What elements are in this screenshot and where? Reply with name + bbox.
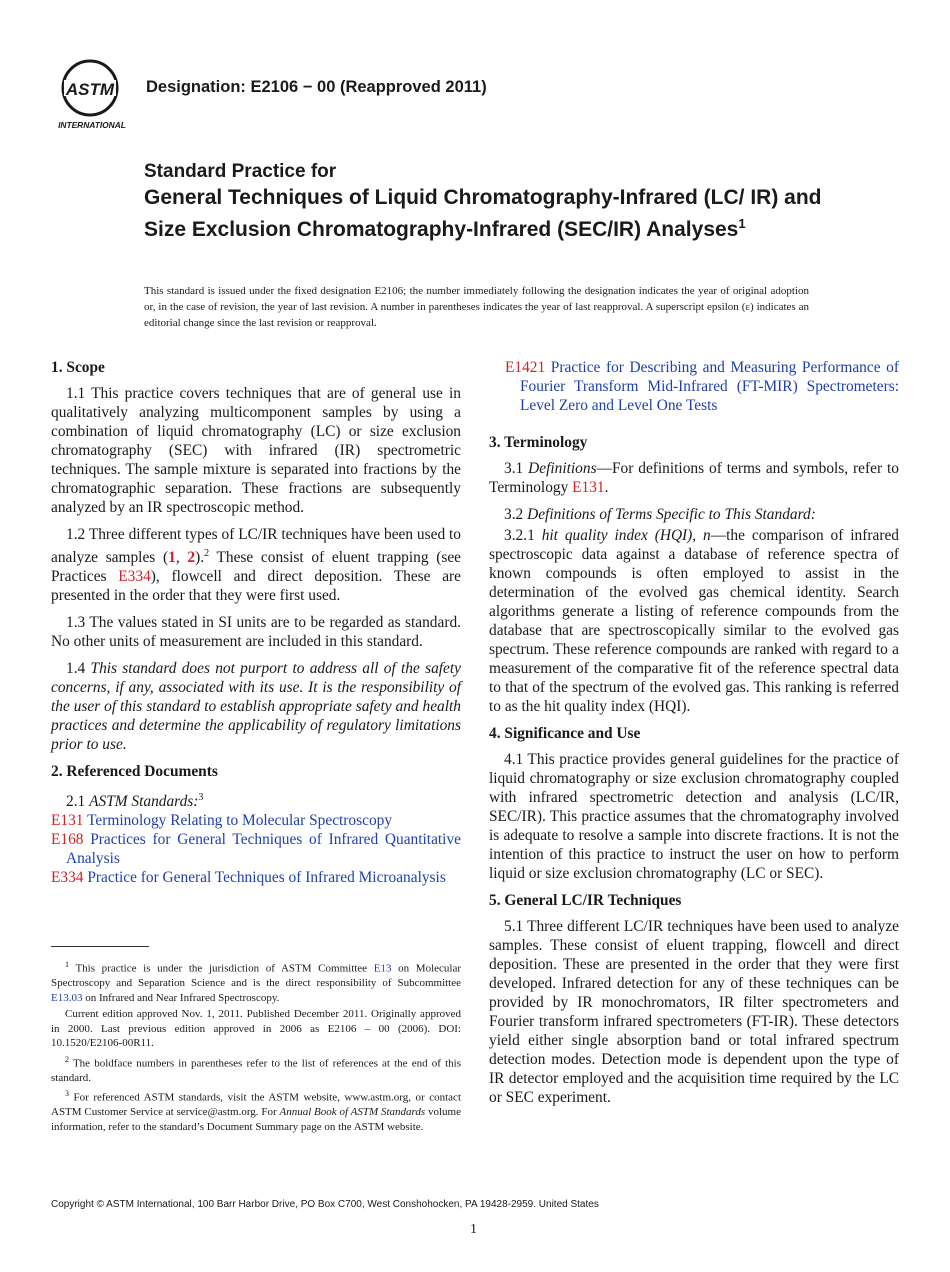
page-number: 1	[470, 1222, 477, 1237]
ref-item-e334[interactable]: E334 Practice for General Techniques of Infrared Microanalysis	[51, 869, 446, 887]
ref-item-e1421[interactable]: E1421 Practice for Describing and Measuring Performance of Fourier Transform Mid-Infrared (FT-MIR) Spectrometers: Level Zero and Level One Tests	[505, 359, 899, 414]
footnote-2: $^2$ The boldface numbers in parentheses refer to the list of references at the end of this standard.	[51, 1054, 461, 1084]
footnote-mark-2[interactable]: 2	[204, 548, 210, 559]
title-main	[144, 185, 844, 243]
significance-4-1: 4.1 This practice provides general guidelines for the practice of liquid chromatography or size exclusion chromatography coupled with infrared spectrometric detection and analysis (LC/IR, SEC/IR). This practice assumes that the chromatography involved is adequate to resolve a sample into discrete fractions. It is not the intention of this practice to instruct the user on how to perform liquid or size exclusion chromatography (LC or SEC).	[489, 751, 899, 882]
footnote-divider	[51, 946, 149, 947]
scope-1-1: 1.1 This practice covers techniques that are of general use in qualitatively analyzing multicomponent samples by using a combination of liquid chromatography (LC) or size exclusion chromatography (SEC) with infrared (IR) spectrometric techniques. The sample mixture is separated into fractions by the chromatographic separation. These fractions are subsequently analyzed by an IR spectroscopic method.	[51, 385, 461, 516]
ref-link-1[interactable]: 1	[168, 549, 176, 567]
logo-wordmark: ASTM	[65, 80, 115, 99]
ref-item-e168[interactable]: E168 Practices for General Techniques of Infrared Quantitative Analysis	[51, 831, 461, 868]
referenced-heading: 2. Referenced Documents	[51, 763, 218, 781]
terminology-3-1: 3.1 Definitions—For definitions of terms and symbols, refer to Terminology E131.	[489, 460, 899, 496]
footnotes	[51, 958, 461, 1136]
link-e13-03[interactable]: E13.03	[51, 991, 83, 1004]
terminology-3-2: 3.2 Definitions of Terms Specific to This Standard:	[504, 506, 816, 523]
general-5-1: 5.1 Three different LC/IR techniques have been used to analyze samples. These consist of eluent trapping, flowcell and direct deposition. These are presented in the order that they were first developed. Infrared detection for any of these techniques can be provided by IR monochromators, IR filter spectrometers and Fourier transform infrared spectrometers (FT-IR). These detectors yield either single absorption band or total infrared spectrum detection modes. Detection mode is dependent upon the type of IR detector employed and the acquisition time required by the LC or SEC experiment.	[489, 918, 899, 1106]
scope-1-2: 1.2 Three different types of LC/IR techniques have been used to analyze samples (1, 2).$^2$ These consist of eluent trapping (see Practices E334), flowcell and direct deposition. These are presented in the order that they were first used.	[51, 526, 461, 605]
significance-heading: 4. Significance and Use	[489, 725, 641, 742]
footnote-1: $^1$ This practice is under the jurisdiction of ASTM Committee E13 on Molecular Spectroscopy and Separation Science and is the direct responsibility of Subcommittee E13.03 on Infrared and Near Infrared Spectroscopy.	[51, 960, 461, 1004]
footnote-3: $^3$ For referenced ASTM standards, visit the ASTM website, www.astm.org, or contact ASTM Customer Service at service@astm.org. For Annual Book of ASTM Standards volume information, refer to the standard’s Document Summary page on the ASTM website.	[51, 1089, 461, 1133]
astm-standards-label: 2.1 ASTM Standards:$^3$	[66, 792, 204, 811]
logo-subtitle: INTERNATIONAL	[58, 120, 126, 130]
copyright: Copyright © ASTM International, 100 Barr Harbor Drive, PO Box C700, West Conshohocken, PA 19428-2959. United States	[51, 1199, 599, 1210]
footnote-mark-3[interactable]: 3	[198, 792, 204, 804]
link-e334[interactable]: E334	[118, 568, 151, 586]
footnote-1-dates: Current edition approved Nov. 1, 2011. Published December 2011. Originally approved in 2000. Last previous edition approved in 2006 as E2106 – 00 (2006). DOI: 10.1520/E2106-00R11.	[51, 1008, 461, 1050]
scope-heading: 1. Scope	[51, 359, 105, 376]
ref-link-2[interactable]: 2	[187, 549, 196, 567]
scope-1-3: 1.3 The values stated in SI units are to be regarded as standard. No other units of measurement are included in this standard.	[51, 614, 461, 651]
terminology-3-2-1: 3.2.1 hit quality index (HQI), n—the comparison of infrared spectroscopic data against a database of reference spectra of known compounds is often employed to assist in the determination of the evolved gas chemical identity. Search algorithms generate a listing of reference compounds from the database that are spectroscopically similar to the evolved gas spectrum. These reference compounds are ranked with regard to a measurement of the comparative fit of the reference spectral data to that of the spectrum of the evolved gas. This ranking is referred to as the hit quality index (HQI).	[489, 527, 899, 715]
scope-1-4: 1.4 This standard does not purport to address all of the safety concerns, if any, associated with its use. It is the responsibility of the user of this standard to establish appropriate safety and health practices and determine the applicability of regulatory limitations prior to use.	[51, 660, 461, 754]
link-e131[interactable]: E131	[572, 479, 605, 496]
designation: Designation: E2106 − 00 (Reapproved 2011)	[146, 78, 487, 96]
link-e13[interactable]: E13	[373, 962, 392, 975]
right-column	[489, 358, 899, 1115]
title-block	[144, 160, 844, 243]
title-text: General Techniques of Liquid Chromatography-Infrared (LC/ IR) and Size Exclusion Chromatography-Infrared (SEC/IR) Analyses	[144, 186, 822, 241]
ref-item-e131[interactable]: E131 Terminology Relating to Molecular Spectroscopy	[51, 812, 393, 830]
general-heading: 5. General LC/IR Techniques	[489, 892, 682, 909]
terminology-heading: 3. Terminology	[489, 434, 588, 451]
left-column	[51, 358, 461, 887]
title-footnote-mark[interactable]: 1	[738, 216, 746, 231]
title-prefix: Standard Practice for	[144, 161, 337, 182]
issue-note: This standard is issued under the fixed designation E2106; the number immediately following the designation indicates the year of original adoption or, in the case of revision, the year of last revision. A number in parentheses indicates the year of last reapproval. A superscript epsilon (ε) indicates an editorial change since the last revision or reapproval.	[144, 285, 809, 329]
astm-logo	[52, 58, 134, 132]
